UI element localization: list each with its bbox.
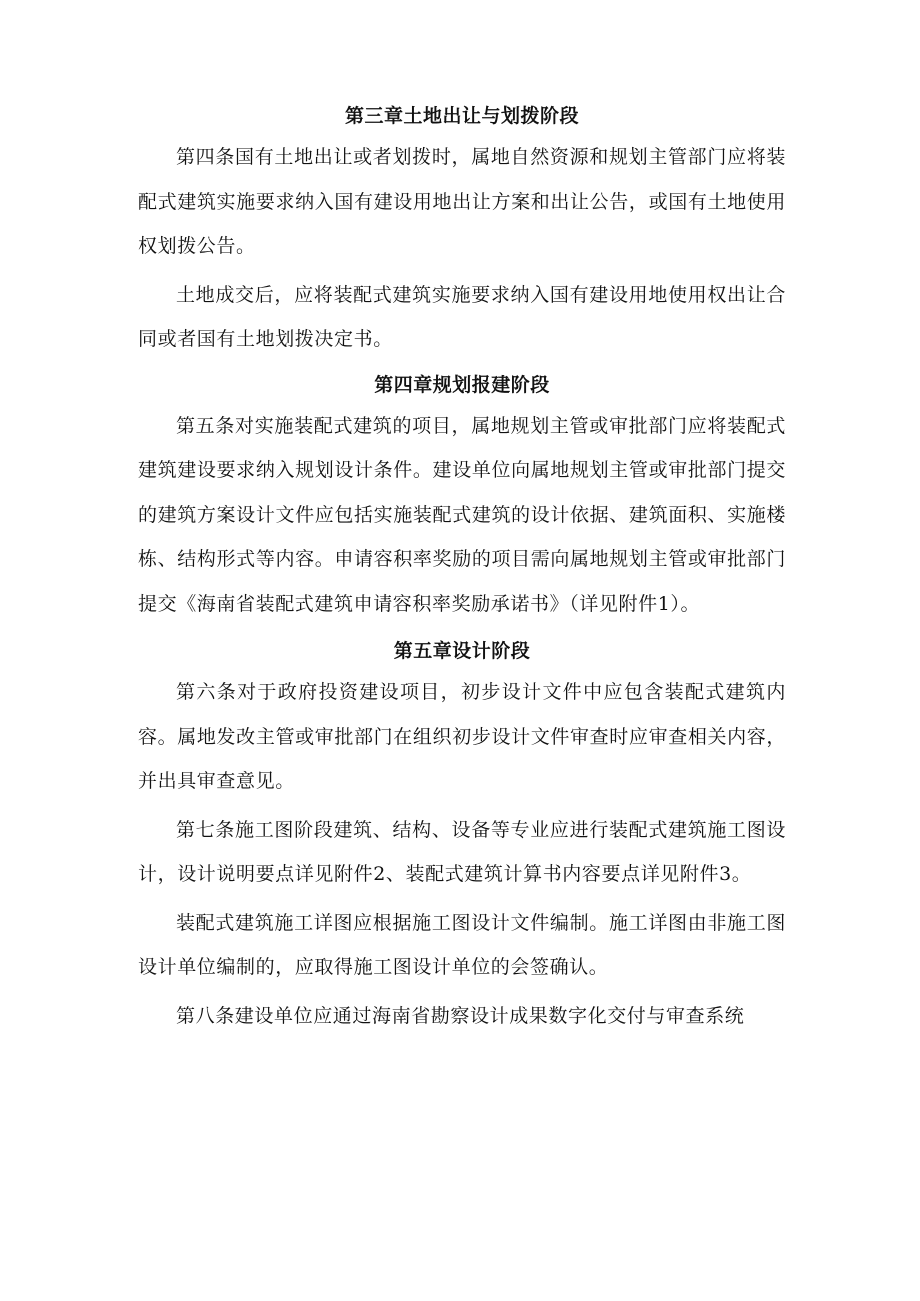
article-7-paragraph: 第七条施工图阶段建筑、结构、设备等专业应进行装配式建筑施工图设计，设计说明要点详见附件2、装配式建筑计算书内容要点详见附件3。: [138, 818, 786, 885]
article-6-paragraph: 第六条对于政府投资建设项目，初步设计文件中应包含装配式建筑内容。属地发改主管或审批部门在组织初步设计文件审查时应审查相关内容，并出具审查意见。: [138, 681, 786, 792]
detail-drawing-paragraph: 装配式建筑施工详图应根据施工图设计文件编制。施工详图由非施工图设计单位编制的，应取得施工图设计单位的会签确认。: [138, 911, 786, 978]
document-body: [138, 97, 786, 1042]
chapter-3-heading: 第三章土地出让与划拨阶段: [344, 105, 579, 127]
chapter-4-heading: 第四章规划报建阶段: [374, 373, 550, 396]
land-transaction-paragraph: 土地成交后，应将装配式建筑实施要求纳入国有建设用地使用权出让合同或者国有土地划拨决定书。: [138, 283, 786, 350]
article-8-paragraph: 第八条建设单位应通过海南省勘察设计成果数字化交付与审查系统: [176, 1004, 745, 1027]
chapter-5-heading: 第五章设计阶段: [393, 640, 531, 662]
article-5-paragraph: 第五条对实施装配式建筑的项目，属地规划主管或审批部门应将装配式建筑建设要求纳入规划设计条件。建设单位向属地规划主管或审批部门提交的建筑方案设计文件应包括实施装配式建筑的设计依据、建筑面积、实施楼栋、结构形式等内容。申请容积率奖励的项目需向属地规划主管或审批部门提交《海南省装配式建筑申请容积率奖励承诺书》（详见附件1）。: [138, 414, 786, 615]
article-4-paragraph: 第四条国有土地出让或者划拨时，属地自然资源和规划主管部门应将装配式建筑实施要求纳入国有建设用地出让方案和出让公告，或国有土地使用权划拨公告。: [138, 146, 786, 257]
